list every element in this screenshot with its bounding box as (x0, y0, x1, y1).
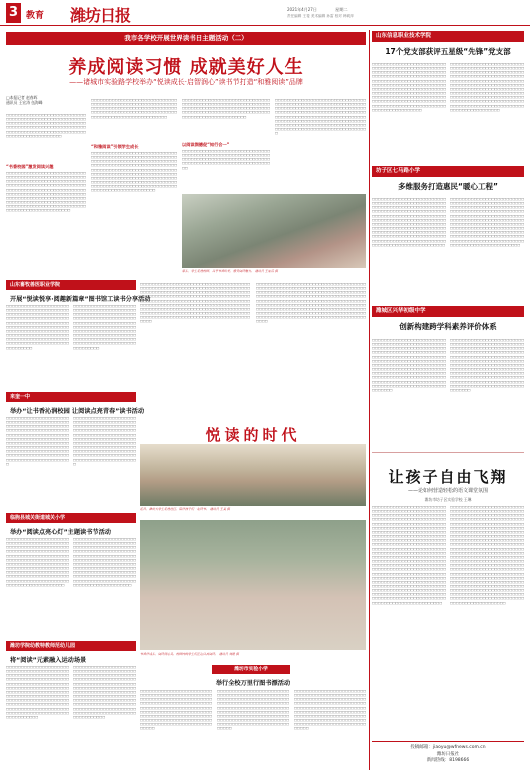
center-lower-text-b: □□□□□□□□□□□□□□□□□□□□□□□□□□□□□□□□□□□□□□□□□□□□□□□□□□□□□□□□□□□□□□□□□□□□□□□□□□□□□□□□□□□□□□□□□□□□□□□□□□□□□□□□□□□□□□□□□□□□□□□□□□□□□□□□□□□□□□□□□□□□□□□□□□□□□□□□□□□□□□□□□□□□□□□□□□□□□□□□□□□□□□□□□□□□□□□□□□□□□□□□□□□□□□□□□□□□□□□□□□□□□ (217, 689, 289, 731)
left-article-3-section: 临朐县城关街道城关小学 (6, 513, 136, 523)
left-article-3-text-b: □□□□□□□□□□□□□□□□□□□□□□□□□□□□□□□□□□□□□□□□□□□□□□□□□□□□□□□□□□□□□□□□□□□□□□□□□□□□□□□□□□□□□□□□□□□□□□□□□□□□□□□□□□□□□□□□□□□□□□□□□□□□□□□□□□□□□□□□□□□□□□□□□□□□□□□□□□□□□□□□□□□□□□□□□□□□□□□□□□□□□□□□□□□□□□□□□□□□□□□□□□□□□□□□□□□□□□□□□□□□□□□□□□□□□□□□□□□□□□□□□□□□□□□□□□□ (73, 537, 136, 587)
left-article-2-section: 来奎一中 (6, 392, 136, 402)
center-photo-1-caption: 近日，潍坊大学生走进社区，陪伴孩子们一起读书。 通讯员 王斐 摄 (140, 507, 230, 511)
byline-reporter: □本报记者 赵春晖 (6, 95, 38, 100)
footer-email: 投稿邮箱：jiaoyu@wfnews.com.cn (410, 745, 486, 750)
left-article-4-text-a: □□□□□□□□□□□□□□□□□□□□□□□□□□□□□□□□□□□□□□□□□□□□□□□□□□□□□□□□□□□□□□□□□□□□□□□□□□□□□□□□□□□□□□□□□□□□□□□□□□□□□□□□□□□□□□□□□□□□□□□□□□□□□□□□□□□□□□□□□□□□□□□□□□□□□□□□□□□□□□□□□□□□□□□□□□□□□□□□□□□□□□□□□□□□□□□□□□□□□□□□□□□□□□□□□□□□□□□□□□□□□□□□□□□□□□□□□□□□□□□□□□□□□□□□□□□□□□□□□□□□□□□ (6, 665, 69, 719)
center-banner: 悦读的时代 (205, 426, 301, 444)
feature-band: 我市各学校开展世界读书日主题活动（二） (6, 32, 366, 45)
center-lower-headline: 举行全校万里行图书漂活动 (215, 680, 291, 687)
right-article-3-text-a: □□□□□□□□□□□□□□□□□□□□□□□□□□□□□□□□□□□□□□□□□□□□□□□□□□□□□□□□□□□□□□□□□□□□□□□□□□□□□□□□□□□□□□□□□□□□□□□□□□□□□□□□□□□□□□□□□□□□□□□□□□□□□□□□□□□□□□□□□□□□□□□□□□□□□□□□□□□□□□□□□□□□□□□□□□□□□□□□□□□□□□□□□□□□□□□□□□□□□□□□□□□□□□□□□□□□□□□□□□□□□□□□□□□□□□□□□□□□□□□□□□□□□□□□□□□□□□□□□□□□□□□□□□□□□□□□□□□□□□□□□□□□□□□□□□□□□□□□□□□□□□□□□□□ (372, 338, 446, 392)
byline-correspondents: 通讯员 王宏涛 伍海峰 (6, 100, 43, 105)
footer (372, 745, 524, 765)
left-article-4-headline: 将“阅读”元素融入运动场景 (10, 657, 87, 664)
left-article-3-text-a: □□□□□□□□□□□□□□□□□□□□□□□□□□□□□□□□□□□□□□□□□□□□□□□□□□□□□□□□□□□□□□□□□□□□□□□□□□□□□□□□□□□□□□□□□□□□□□□□□□□□□□□□□□□□□□□□□□□□□□□□□□□□□□□□□□□□□□□□□□□□□□□□□□□□□□□□□□□□□□□□□□□□□□□□□□□□□□□□□□□□□□□□□□□□□□□□□□□□□□□□□□□□□□□□□□□□□□□□□□□□□□□□□□□□□□□□□□□□□□□□□□□□□□□□□□□ (6, 537, 69, 587)
page-number: 3 (6, 3, 21, 23)
right-article-1-headline: 17个党支部获评五星级“先锋”党支部 (385, 47, 511, 56)
left-article-4-text-b: □□□□□□□□□□□□□□□□□□□□□□□□□□□□□□□□□□□□□□□□□□□□□□□□□□□□□□□□□□□□□□□□□□□□□□□□□□□□□□□□□□□□□□□□□□□□□□□□□□□□□□□□□□□□□□□□□□□□□□□□□□□□□□□□□□□□□□□□□□□□□□□□□□□□□□□□□□□□□□□□□□□□□□□□□□□□□□□□□□□□□□□□□□□□□□□□□□□□□□□□□□□□□□□□□□□□□□□□□□□□□□□□□□□□□□□□□□□□□□□□□□□□□□□□□□□□□□□□□□□□□□□ (73, 665, 136, 719)
feature-title: 养成阅读习惯 成就美好人生 (68, 57, 304, 78)
left-article-2-text-b: □□□□□□□□□□□□□□□□□□□□□□□□□□□□□□□□□□□□□□□□□□□□□□□□□□□□□□□□□□□□□□□□□□□□□□□□□□□□□□□□□□□□□□□□□□□□□□□□□□□□□□□□□□□□□□□□□□□□□□□□□□□□□□□□□□□□□□□□□□□□□□□□□□□□□□□□□□□□□□□□□□□□□□□□□□□□□□□□□□□□□□□□□□□□□□□□□□□□□□□□□□□□□□□□□□□□□□□□□□□□□□□□□□□□□□□□ (73, 416, 136, 466)
footer-rule (372, 741, 524, 742)
center-photo-2-caption: 书香伴成长，阅读润心灵。校园内的学生们正在认真阅读。 通讯员 刘艳 摄 (140, 652, 239, 656)
paper-logo: 潍坊日报 (70, 6, 131, 25)
feature-photo (182, 194, 366, 268)
section-name: 教育 (26, 11, 45, 21)
right-article-1-text-b: □□□□□□□□□□□□□□□□□□□□□□□□□□□□□□□□□□□□□□□□□□□□□□□□□□□□□□□□□□□□□□□□□□□□□□□□□□□□□□□□□□□□□□□□□□□□□□□□□□□□□□□□□□□□□□□□□□□□□□□□□□□□□□□□□□□□□□□□□□□□□□□□□□□□□□□□□□□□□□□□□□□□□□□□□□□□□□□□□□□□□□□□□□□□□□□□□□□□□□□□□□□□□□□□□□□□□□□□□□□□□□□□□□□□□□□□□□□□□□□□□□□□□□□□□□□□□□□□□□□□□□□□□□□□□□□□□□□□□□□□□□□□□□□□□□□□ (450, 62, 524, 112)
right-article-3-section: 潍城区兴华初级中学 (372, 306, 524, 317)
left-article-2-headline: 举办“让书香沁润校园 让阅读点亮青春”读书活动 (10, 408, 145, 415)
feature-text-col2b: □□□□□□□□□□□□□□□□□□□□□□□□□□□□□□□□□□□□□□□□□□□□□□□□□□□□□□□□□□□□□□□□□□□□□□□□□□□□□□□□□□□□□□□□□□□□□□□□□□□□□□□□□□□□□□□□□□□□□□□□□□□□□□□□□□□□□□□□□□□□□□□□□□□□□□□□□□□□□□□□□□□□□□□□□□□□□□□□□□□□□□□□□□□□□□□□□□□□□□□□□□□□□□□□□□□□□□□□□□□□□□□□□□□□□□□□□□□□□□□□□□□□□□□□□□□□□□□□□□□□□□□□□□□□□□□□□□□□□□□□□□□ (91, 151, 177, 193)
masthead-rule (0, 25, 530, 26)
byline (6, 95, 86, 111)
editorial-text-a: □□□□□□□□□□□□□□□□□□□□□□□□□□□□□□□□□□□□□□□□□□□□□□□□□□□□□□□□□□□□□□□□□□□□□□□□□□□□□□□□□□□□□□□□□□□□□□□□□□□□□□□□□□□□□□□□□□□□□□□□□□□□□□□□□□□□□□□□□□□□□□□□□□□□□□□□□□□□□□□□□□□□□□□□□□□□□□□□□□□□□□□□□□□□□□□□□□□□□□□□□□□□□□□□□□□□□□□□□□□□□□□□□□□□□□□□□□□□□□□□□□□□□□□□□□□□□□□□□□□□□□□□□□□□□□□□□□□□□□□□□□□□□□□□□□□□□□□□□□□□□□□□□□□□□□□□□□□□□□□□□□□□□□□□□□□□□□□□□□□□□□□□□□□□□□□□□□□□□□□□□□□□□□□□□□□□□□□□□□□□□□□□□□□□□□□□□□□□□□□□□□□□□□□□□□□□□□□□□□□□□□□□□□□□□□□□□□□□□□□□□□□□□□□□□□□□□□□□□□□□□□□□□□□□□□□□□□□□□□□□□□□□□□□□□□□□□□□□□□□□□□□□□□□□□□□□□□□□□□□□□□□□□□□□□□□□□□□□□□□□□□□□□□□□□□□□□□□□□□□□□□□□□□□□□□□□□□□□□□□□□□□□□□□□□□□□□□□□□□□ (372, 505, 446, 605)
footer-hotline: 新闻热线：8198666 (426, 758, 470, 763)
feature-text-col3b: □□□□□□□□□□□□□□□□□□□□□□□□□□□□□□□□□□□□□□□□□□□□□□□□□□□□□□□□□□□□□□□□□□□□□□□□□□□□□□□□□□□□□□□□□□□□□□□□□□□□□□□□□□□□□□□□□□□□□□□□□□ (182, 149, 270, 170)
feature-subtitle: ——诸城市实验路学校举办“悦读成长·启智润心”读书节打造“和雅阅读”品牌 (69, 78, 303, 86)
left-article-1-text-a: □□□□□□□□□□□□□□□□□□□□□□□□□□□□□□□□□□□□□□□□□□□□□□□□□□□□□□□□□□□□□□□□□□□□□□□□□□□□□□□□□□□□□□□□□□□□□□□□□□□□□□□□□□□□□□□□□□□□□□□□□□□□□□□□□□□□□□□□□□□□□□□□□□□□□□□□□□□□□□□□□□□□□□□□□□□□□□□□□□□□□□□□□□□□□□□□□□□□□□□□□□□□□□□□□□□□□□□□□□□ (6, 304, 69, 350)
right-article-2-text-a: □□□□□□□□□□□□□□□□□□□□□□□□□□□□□□□□□□□□□□□□□□□□□□□□□□□□□□□□□□□□□□□□□□□□□□□□□□□□□□□□□□□□□□□□□□□□□□□□□□□□□□□□□□□□□□□□□□□□□□□□□□□□□□□□□□□□□□□□□□□□□□□□□□□□□□□□□□□□□□□□□□□□□□□□□□□□□□□□□□□□□□□□□□□□□□□□□□□□□□□□□□□□□□□□□□□□□□□□□□□□□□□□□□□□□□□□□□□□□□□□□□□□□□□□□□□□□□□□□□□□□□□□□□□□□□□□□□□□□□□□□□□□□□□□□□□□□□□□□□□□ (372, 197, 446, 247)
editorial-rule (372, 452, 524, 453)
left-article-1-text-b: □□□□□□□□□□□□□□□□□□□□□□□□□□□□□□□□□□□□□□□□□□□□□□□□□□□□□□□□□□□□□□□□□□□□□□□□□□□□□□□□□□□□□□□□□□□□□□□□□□□□□□□□□□□□□□□□□□□□□□□□□□□□□□□□□□□□□□□□□□□□□□□□□□□□□□□□□□□□□□□□□□□□□□□□□□□□□□□□□□□□□□□□□□□□□□□□□□□□□□□□□□□□□□□□□□□□□□□□□□□ (73, 304, 136, 350)
feature-text-col1: □□□□□□□□□□□□□□□□□□□□□□□□□□□□□□□□□□□□□□□□□□□□□□□□□□□□□□□□□□□□□□□□□□□□□□□□□□□□□□□□□□□□□□□□□□□□□□□□□□□□□□□□□□□□□□□□□□□□□□□□□□□□□□□□□□□□□□□□□□□□□□□□□□□□□□□□□□ (6, 113, 86, 138)
center-lower-section: 潍坊市实验小学 (212, 665, 290, 674)
editorial-author: 潍坊市坊子区实验学校 王琳 (424, 497, 472, 502)
column-divider (369, 30, 370, 770)
feature-photo-caption: 家长、学生走进校园，共享书香时光，感受阅读魅力。 通讯员 王宏涛 摄 (182, 269, 278, 273)
right-article-2-section: 坊子区七马路小学 (372, 166, 524, 177)
left-article-3-headline: 举办“阅读点亮心灯”主题读书节活动 (10, 529, 111, 536)
center-text-a: □□□□□□□□□□□□□□□□□□□□□□□□□□□□□□□□□□□□□□□□□□□□□□□□□□□□□□□□□□□□□□□□□□□□□□□□□□□□□□□□□□□□□□□□□□□□□□□□□□□□□□□□□□□□□□□□□□□□□□□□□□□□□□□□□□□□□□□□□□□□□□□□□□□□□□□□□□□□□□□□□□□□□□□□□□□□□□□□□□□□□□□□□□□□□□□□□□□□□□□□□□□□□□□□□□□□□□□□□□□□□□□□□□□□□□□□□□□□□□□□□□□□□□□□□□□□□□□□□□□□□□□□□□□□□□□□□□□□□□□□□□□□□□□□□□□□□□□□□□□□□□□□□□□□□□□□□□□□□□□□□□□□□□□□□□□□□□□□□ (140, 282, 250, 324)
left-article-4-section: 潍坊学院幼教特教师范幼儿园 (6, 641, 136, 651)
right-article-1-section: 山东信息职业技术学院 (372, 31, 524, 42)
footer-publisher: 潍坊日报社 (436, 751, 460, 757)
issue-date: 2021年4月27日 (287, 7, 317, 12)
editorial-subtitle: ——论如何营造轻松的语文课堂氛围 (407, 488, 488, 494)
feature-section-1: “书香校园”激发阅读兴趣 (6, 164, 54, 169)
center-lower-text-a: □□□□□□□□□□□□□□□□□□□□□□□□□□□□□□□□□□□□□□□□□□□□□□□□□□□□□□□□□□□□□□□□□□□□□□□□□□□□□□□□□□□□□□□□□□□□□□□□□□□□□□□□□□□□□□□□□□□□□□□□□□□□□□□□□□□□□□□□□□□□□□□□□□□□□□□□□□□□□□□□□□□□□□□□□□□□□□□□□□□□□□□□□□□□□□□□□□□□□□□□□□□□□□□□□□□□□□□□□□□□□ (140, 689, 212, 731)
feature-text-col1b: □□□□□□□□□□□□□□□□□□□□□□□□□□□□□□□□□□□□□□□□□□□□□□□□□□□□□□□□□□□□□□□□□□□□□□□□□□□□□□□□□□□□□□□□□□□□□□□□□□□□□□□□□□□□□□□□□□□□□□□□□□□□□□□□□□□□□□□□□□□□□□□□□□□□□□□□□□□□□□□□□□□□□□□□□□□□□□□□□□□□□□□□□□□□□□□□□□□□□□□□□□□□□□□□□□□□□□□□□□□□□□□□□□□□□□□□□□□□□□□□□□□□□□□□□□□□□□□□□□□□□□□□□ (6, 171, 86, 213)
right-article-1-text-a: □□□□□□□□□□□□□□□□□□□□□□□□□□□□□□□□□□□□□□□□□□□□□□□□□□□□□□□□□□□□□□□□□□□□□□□□□□□□□□□□□□□□□□□□□□□□□□□□□□□□□□□□□□□□□□□□□□□□□□□□□□□□□□□□□□□□□□□□□□□□□□□□□□□□□□□□□□□□□□□□□□□□□□□□□□□□□□□□□□□□□□□□□□□□□□□□□□□□□□□□□□□□□□□□□□□□□□□□□□□□□□□□□□□□□□□□□□□□□□□□□□□□□□□□□□□□□□□□□□□□□□□□□□□□□□□□□□□□□□□□□□□□□□□□□□□□ (372, 62, 446, 112)
feature-section-3: 以阅读润德促“知行合一” (182, 142, 230, 147)
editorial-text-b: □□□□□□□□□□□□□□□□□□□□□□□□□□□□□□□□□□□□□□□□□□□□□□□□□□□□□□□□□□□□□□□□□□□□□□□□□□□□□□□□□□□□□□□□□□□□□□□□□□□□□□□□□□□□□□□□□□□□□□□□□□□□□□□□□□□□□□□□□□□□□□□□□□□□□□□□□□□□□□□□□□□□□□□□□□□□□□□□□□□□□□□□□□□□□□□□□□□□□□□□□□□□□□□□□□□□□□□□□□□□□□□□□□□□□□□□□□□□□□□□□□□□□□□□□□□□□□□□□□□□□□□□□□□□□□□□□□□□□□□□□□□□□□□□□□□□□□□□□□□□□□□□□□□□□□□□□□□□□□□□□□□□□□□□□□□□□□□□□□□□□□□□□□□□□□□□□□□□□□□□□□□□□□□□□□□□□□□□□□□□□□□□□□□□□□□□□□□□□□□□□□□□□□□□□□□□□□□□□□□□□□□□□□□□□□□□□□□□□□□□□□□□□□□□□□□□□□□□□□□□□□□□□□□□□□□□□□□□□□□□□□□□□□□□□□□□□□□□□□□□□□□□□□□□□□□□□□□□□□□□□□□□□□□□□□□□□□□□□□□□□□□□□□□□□□□□□□□□□□□□□□□□□□□□□□□□□□□□□□□□□□□□□□□□□□□□□□ (450, 505, 524, 605)
editorial-title: 让孩子自由飞翔 (388, 468, 508, 486)
issue-weekday: 星期二 (335, 7, 348, 12)
feature-text-col2: □□□□□□□□□□□□□□□□□□□□□□□□□□□□□□□□□□□□□□□□□□□□□□□□□□□□□□□□□□□□□□□□□□□□□□□□□□□□□□□□□□□□□□□□□□□□□□□□□□□□□□□□□□□□□□□□□□□□□□□□□□□□□□□□□□□□□□□□□□□□□□ (91, 98, 177, 119)
feature-section-2: “和雅阅读”引领学生成长 (91, 144, 139, 149)
right-article-2-text-b: □□□□□□□□□□□□□□□□□□□□□□□□□□□□□□□□□□□□□□□□□□□□□□□□□□□□□□□□□□□□□□□□□□□□□□□□□□□□□□□□□□□□□□□□□□□□□□□□□□□□□□□□□□□□□□□□□□□□□□□□□□□□□□□□□□□□□□□□□□□□□□□□□□□□□□□□□□□□□□□□□□□□□□□□□□□□□□□□□□□□□□□□□□□□□□□□□□□□□□□□□□□□□□□□□□□□□□□□□□□□□□□□□□□□□□□□□□□□□□□□□□□□□□□□□□□□□□□□□□□□□□□□□□□□□□□□□□□□□□□□□□□□□□□□□□□□□□□□□□□ (450, 197, 524, 247)
center-photo-1 (140, 444, 366, 506)
left-article-1-section: 山东畜牧兽医职业学院 (6, 280, 136, 290)
left-article-1-headline: 开展“悦读悦享·阅趣新篇章”图书馆工读书分享活动 (10, 296, 151, 303)
center-lower-text-c: □□□□□□□□□□□□□□□□□□□□□□□□□□□□□□□□□□□□□□□□□□□□□□□□□□□□□□□□□□□□□□□□□□□□□□□□□□□□□□□□□□□□□□□□□□□□□□□□□□□□□□□□□□□□□□□□□□□□□□□□□□□□□□□□□□□□□□□□□□□□□□□□□□□□□□□□□□□□□□□□□□□□□□□□□□□□□□□□□□□□□□□□□□□□□□□□□□□□□□□□□□□□□□□□□□□□□□□□□□□□□ (294, 689, 366, 731)
left-article-2-text-a: □□□□□□□□□□□□□□□□□□□□□□□□□□□□□□□□□□□□□□□□□□□□□□□□□□□□□□□□□□□□□□□□□□□□□□□□□□□□□□□□□□□□□□□□□□□□□□□□□□□□□□□□□□□□□□□□□□□□□□□□□□□□□□□□□□□□□□□□□□□□□□□□□□□□□□□□□□□□□□□□□□□□□□□□□□□□□□□□□□□□□□□□□□□□□□□□□□□□□□□□□□□□□□□□□□□□□□□□□□□□□□□□□□□□□□□□ (6, 416, 69, 466)
right-article-3-headline: 创新构建跨学科素养评价体系 (399, 322, 497, 331)
right-article-2-headline: 多维服务打造惠民“暖心工程” (398, 182, 498, 191)
right-article-3-text-b: □□□□□□□□□□□□□□□□□□□□□□□□□□□□□□□□□□□□□□□□□□□□□□□□□□□□□□□□□□□□□□□□□□□□□□□□□□□□□□□□□□□□□□□□□□□□□□□□□□□□□□□□□□□□□□□□□□□□□□□□□□□□□□□□□□□□□□□□□□□□□□□□□□□□□□□□□□□□□□□□□□□□□□□□□□□□□□□□□□□□□□□□□□□□□□□□□□□□□□□□□□□□□□□□□□□□□□□□□□□□□□□□□□□□□□□□□□□□□□□□□□□□□□□□□□□□□□□□□□□□□□□□□□□□□□□□□□□□□□□□□□□□□□□□□□□□□□□□□□□□□□□□□□□ (450, 338, 524, 392)
center-text-b: □□□□□□□□□□□□□□□□□□□□□□□□□□□□□□□□□□□□□□□□□□□□□□□□□□□□□□□□□□□□□□□□□□□□□□□□□□□□□□□□□□□□□□□□□□□□□□□□□□□□□□□□□□□□□□□□□□□□□□□□□□□□□□□□□□□□□□□□□□□□□□□□□□□□□□□□□□□□□□□□□□□□□□□□□□□□□□□□□□□□□□□□□□□□□□□□□□□□□□□□□□□□□□□□□□□□□□□□□□□□□□□□□□□□□□□□□□□□□□□□□□□□□□□□□□□□□□□□□□□□□□□□□□□□□□□□□□□□□□□□□□□□□□□□□□□□□□□□□□□□□□□□□□□□□□□□□□□□□□□□□□□□□□□□□□□□□□□□□ (256, 282, 366, 324)
feature-text-col3: □□□□□□□□□□□□□□□□□□□□□□□□□□□□□□□□□□□□□□□□□□□□□□□□□□□□□□□□□□□□□□□□□□□□□□□□□□□□□□□□□□□□□□□□□□□□□□□□□□□□□□□□□□□□□□□□□□□□□□□□□□□□□□□□□□□□□□□□□□□□□□ (182, 98, 270, 119)
center-photo-2 (140, 520, 366, 650)
feature-text-col4: □□□□□□□□□□□□□□□□□□□□□□□□□□□□□□□□□□□□□□□□□□□□□□□□□□□□□□□□□□□□□□□□□□□□□□□□□□□□□□□□□□□□□□□□□□□□□□□□□□□□□□□□□□□□□□□□□□□□□□□□□□□□□□□□□□□□□□□□□□□□□□□□□□□□□□□□□□□□□□□□□□□□□□□□□□□□□□□□□□□□□□□□□□□□□□□□□□□□□□□□□□□□□□□□□□□□□□□□□□□□□□□□□□□□□□□□□□□□□□□□□□□□□□□□□ (275, 98, 366, 136)
editors-line: 责任编辑 王斐 美术编辑 孙雷 校对 韩莉萍 (287, 14, 354, 18)
